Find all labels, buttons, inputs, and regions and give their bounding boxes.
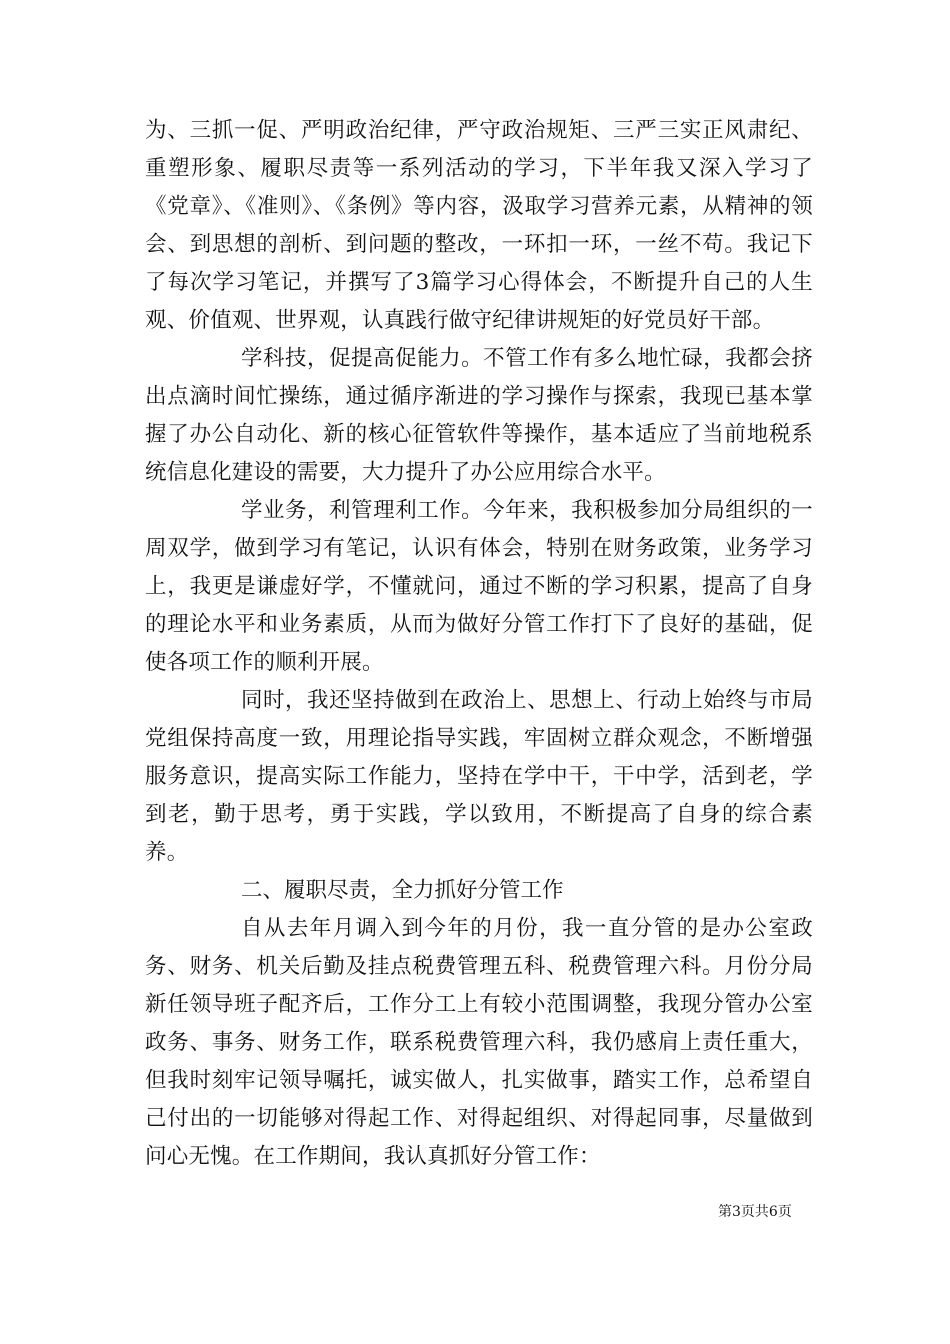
section-heading: 二、履职尽责，全力抓好分管工作 [241, 878, 564, 903]
paragraph-study-technology: 学科技，促提高促能力。不管工作有多么地忙碌，我都会挤出点滴时间忙操练，通过循序渐进的学习操作与探索，我现已基本掌握了办公自动化、新的核心征管软件等操作，基本适应了当前地税系统信息化建设的需要，大力提升了办公应用综合水平。 [145, 346, 813, 485]
paragraph-study-business: 学业务，利管理利工作。今年来，我积极参加分局组织的一周双学，做到学习有笔记，认识有体会，特别在财务政策，业务学习上，我更是谦虚好学，不懂就问，通过不断的学习积累，提高了自身的理论水平和业务素质，从而为做好分管工作打下了良好的基础，促使各项工作的顺利开展。 [145, 498, 813, 675]
paragraph-study-activities: 为、三抓一促、严明政治纪律，严守政治规矩、三严三实正风肃纪、重塑形象、履职尽责等一系列活动的学习，下半年我又深入学习了《党章》、《准则》、《条例》等内容，汲取学习营养元素，从精神的领会、到思想的剖析、到问题的整改，一环扣一环，一丝不苟。我记下了每次学习笔记，并撰写了3篇学习心得体会，不断提升自己的人生观、价值观、世界观，认真践行做守纪律讲规矩的好党员好干部。 [145, 118, 813, 333]
page-number: 第3页共6页 [718, 1204, 792, 1220]
paragraph-duties: 自从去年月调入到今年的月份，我一直分管的是办公室政务、财务、机关后勤及挂点税费管理五科、税费管理六科。月份分局新任领导班子配齐后，工作分工上有较小范围调整，我现分管办公室政务、事务、财务工作，联系税费管理六科，我仍感肩上责任重大，但我时刻牢记领导嘱托，诚实做人，扎实做事，踏实工作，总希望自己付出的一切能够对得起工作、对得起组织、对得起同事，尽量做到问心无愧。在工作期间，我认真抓好分管工作： [145, 916, 813, 1169]
body-text [145, 112, 813, 1176]
paragraph-political-alignment: 同时，我还坚持做到在政治上、思想上、行动上始终与市局党组保持高度一致，用理论指导实践，牢固树立群众观念，不断增强服务意识，提高实际工作能力，坚持在学中干，干中学，活到老，学到老，勤于思考，勇于实践，学以致用，不断提高了自身的综合素养。 [145, 688, 813, 865]
